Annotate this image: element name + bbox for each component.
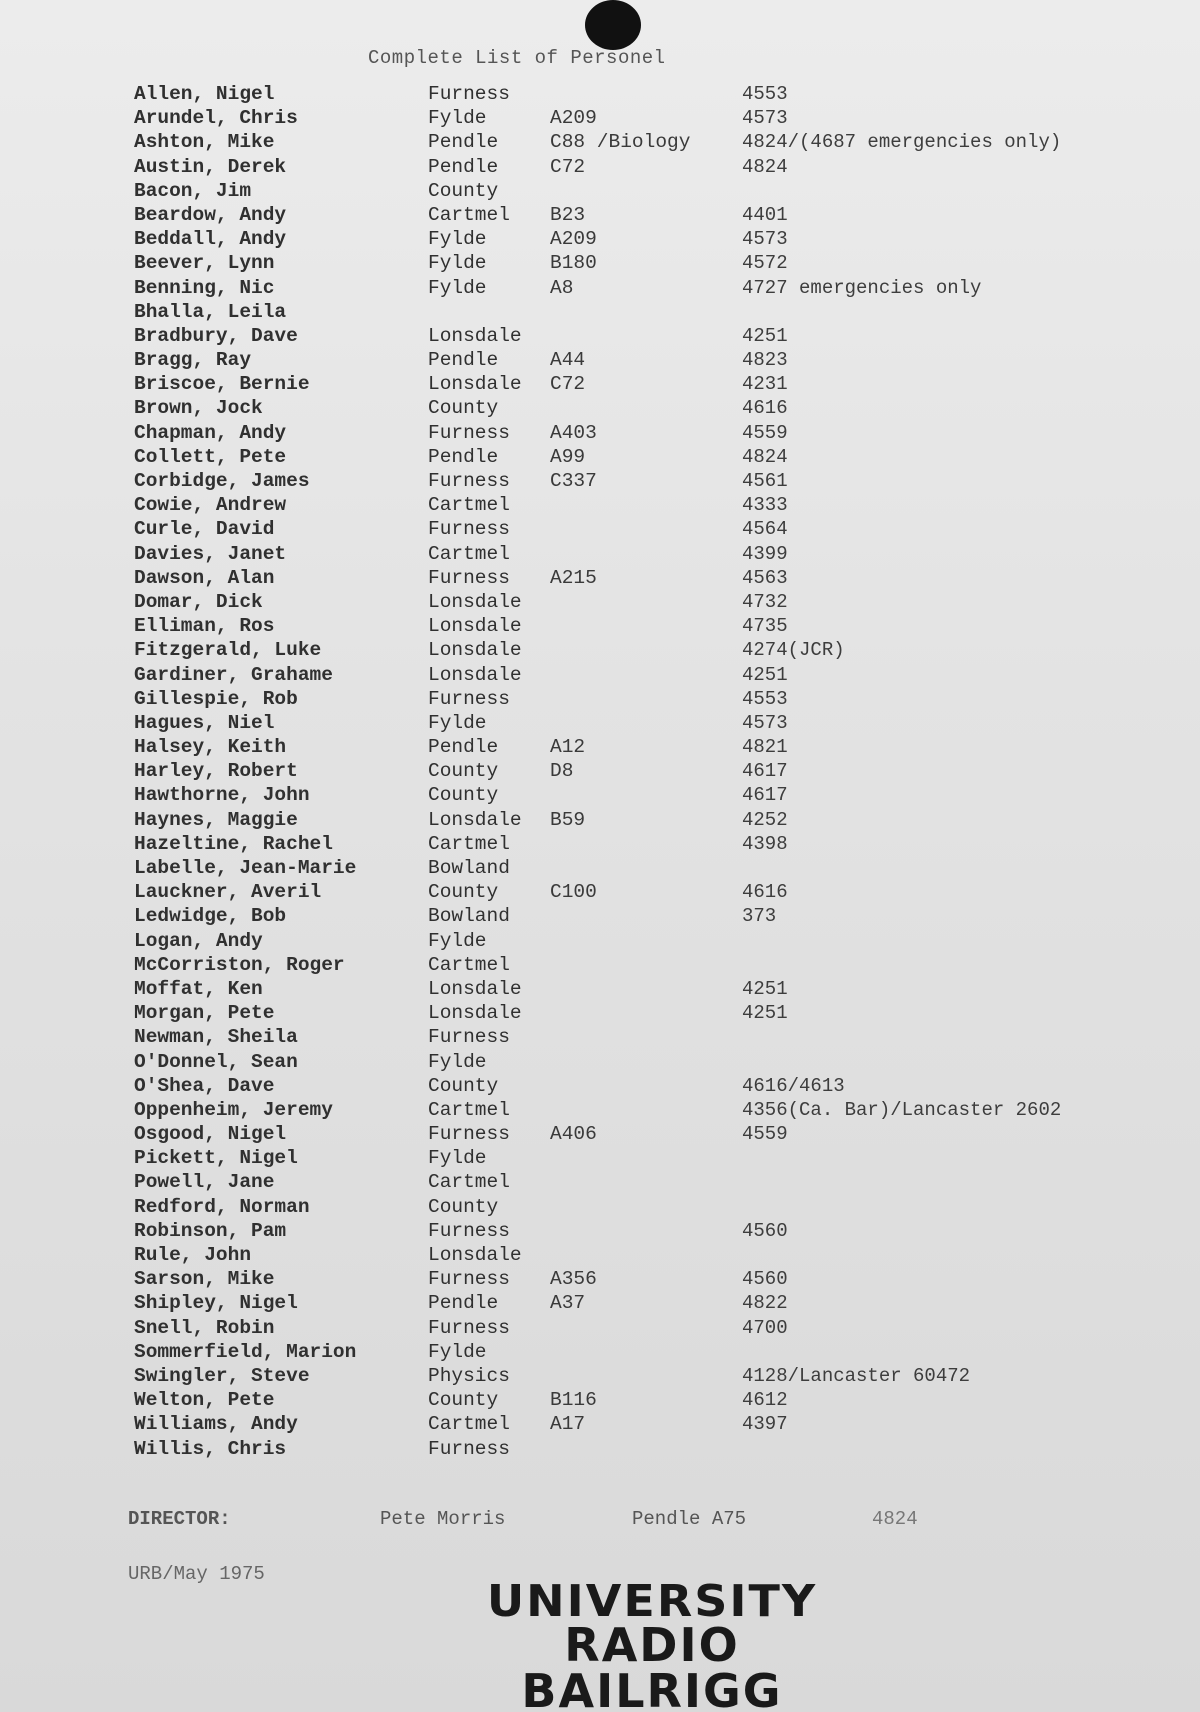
person-college: County	[428, 179, 499, 202]
person-college: Furness	[428, 1123, 510, 1146]
director-name: Pete Morris	[380, 1508, 506, 1530]
person-name: Bragg, Ray	[134, 349, 252, 372]
list-item	[0, 880, 1200, 904]
person-college: Fylde	[428, 107, 487, 130]
person-name: Shipley, Nigel	[134, 1292, 298, 1315]
person-college: Cartmel	[428, 1098, 510, 1121]
person-name: Chapman, Andy	[134, 421, 287, 444]
punch-hole	[585, 0, 641, 50]
person-extension: 4128/Lancaster 60472	[742, 1364, 971, 1387]
person-extension: 4333	[742, 494, 788, 517]
person-extension: 4560	[742, 1268, 788, 1291]
person-name: O'Shea, Dave	[134, 1074, 275, 1097]
list-item	[0, 590, 1200, 614]
person-extension: 4617	[742, 784, 788, 807]
list-item	[0, 614, 1200, 638]
person-college: Lonsdale	[428, 808, 522, 831]
logo-line-1: UNIVERSITY	[486, 1575, 818, 1627]
person-room: C72	[550, 373, 586, 396]
person-extension: 4251	[742, 977, 788, 1000]
person-college: Cartmel	[428, 494, 510, 517]
list-item	[0, 1001, 1200, 1025]
list-item	[0, 1291, 1200, 1315]
list-item	[0, 783, 1200, 807]
person-extension: 4821	[742, 736, 788, 759]
logo-line-2: RADIO BAILRIGG	[521, 1618, 783, 1712]
person-extension: 4824/(4687 emergencies only)	[742, 131, 1062, 154]
person-name: Beddall, Andy	[134, 228, 287, 251]
list-item	[0, 687, 1200, 711]
person-name: Sarson, Mike	[134, 1268, 275, 1291]
list-item	[0, 396, 1200, 420]
person-extension: 4251	[742, 663, 788, 686]
person-college: Fylde	[428, 1340, 487, 1363]
person-room: C88 /Biology	[550, 131, 691, 154]
list-item	[0, 977, 1200, 1001]
person-college: Pendle	[428, 349, 499, 372]
person-college: Fylde	[428, 929, 487, 952]
person-college: Lonsdale	[428, 977, 522, 1000]
person-name: Oppenheim, Jeremy	[134, 1098, 333, 1121]
list-item	[0, 1364, 1200, 1388]
person-extension: 4616	[742, 881, 788, 904]
person-name: Powell, Jane	[134, 1171, 275, 1194]
person-room: A209	[550, 107, 597, 130]
person-college: Lonsdale	[428, 639, 522, 662]
person-college: Pendle	[428, 445, 499, 468]
person-name: Willis, Chris	[134, 1437, 287, 1460]
person-college: Cartmel	[428, 203, 510, 226]
person-extension: 4573	[742, 228, 788, 251]
person-name: Gardiner, Grahame	[134, 663, 333, 686]
person-extension: 4398	[742, 832, 788, 855]
person-college: Furness	[428, 518, 510, 541]
person-name: Redford, Norman	[134, 1195, 310, 1218]
person-name: Domar, Dick	[134, 590, 263, 613]
person-room: C337	[550, 470, 597, 492]
person-college: Fylde	[428, 1147, 487, 1170]
person-name: Cowie, Andrew	[134, 494, 287, 517]
person-name: Curle, David	[134, 518, 275, 541]
person-college: County	[428, 760, 499, 783]
person-extension: 4822	[742, 1292, 788, 1315]
person-room: A403	[550, 421, 597, 444]
person-college: Lonsdale	[428, 615, 522, 638]
list-item	[0, 1388, 1200, 1412]
person-room: D8	[550, 760, 574, 783]
person-college: Furness	[428, 421, 510, 444]
person-extension: 4251	[742, 324, 788, 347]
list-item	[0, 1316, 1200, 1340]
person-extension: 4399	[742, 542, 788, 565]
person-room: B23	[550, 203, 586, 226]
person-extension: 4572	[742, 252, 788, 275]
person-college: Pendle	[428, 736, 499, 759]
person-extension: 4700	[742, 1316, 788, 1339]
list-item	[0, 1219, 1200, 1243]
person-name: Bradbury, Dave	[134, 324, 298, 347]
person-name: Arundel, Chris	[134, 107, 298, 130]
list-item	[0, 1340, 1200, 1364]
person-name: Davies, Janet	[134, 542, 287, 565]
person-extension: 4824	[742, 445, 788, 468]
person-college: County	[428, 1389, 499, 1412]
person-college: Bowland	[428, 905, 510, 928]
person-extension: 4559	[742, 1123, 788, 1146]
list-item	[0, 953, 1200, 977]
person-name: Newman, Sheila	[134, 1026, 298, 1049]
list-item	[0, 1050, 1200, 1074]
person-name: Moffat, Ken	[134, 977, 263, 1000]
person-name: Osgood, Nigel	[134, 1123, 287, 1146]
person-name: Sommerfield, Marion	[134, 1340, 357, 1363]
list-item	[0, 348, 1200, 372]
list-item	[0, 1195, 1200, 1219]
person-college: Pendle	[428, 1292, 499, 1315]
person-name: Robinson, Pam	[134, 1219, 287, 1242]
person-college: Lonsdale	[428, 1002, 522, 1025]
person-college: County	[428, 1195, 499, 1218]
person-college: County	[428, 1074, 499, 1097]
list-item	[0, 421, 1200, 445]
person-name: Hazeltine, Rachel	[134, 832, 333, 855]
person-name: Snell, Robin	[134, 1316, 275, 1339]
person-college: County	[428, 397, 499, 420]
person-name: Elliman, Ros	[134, 615, 275, 638]
list-item	[0, 1025, 1200, 1049]
person-room: B59	[550, 808, 586, 831]
person-extension: 4251	[742, 1002, 788, 1025]
list-item	[0, 130, 1200, 154]
person-college: County	[428, 784, 499, 807]
document-title: Complete List of Personel	[368, 47, 666, 69]
person-college: Fylde	[428, 1050, 487, 1073]
director-line	[0, 1508, 1200, 1536]
person-name: Haynes, Maggie	[134, 808, 298, 831]
person-name: Gillespie, Rob	[134, 687, 298, 710]
person-college: Furness	[428, 470, 510, 492]
person-name: Pickett, Nigel	[134, 1147, 298, 1170]
person-name: Corbidge, James	[134, 470, 310, 492]
person-extension: 4823	[742, 349, 788, 372]
person-extension: 4617	[742, 760, 788, 783]
director-label: DIRECTOR:	[128, 1508, 231, 1530]
person-room: A12	[550, 736, 586, 759]
list-item	[0, 1267, 1200, 1291]
person-name: Fitzgerald, Luke	[134, 639, 322, 662]
person-room: A406	[550, 1123, 597, 1146]
person-name: Harley, Robert	[134, 760, 298, 783]
person-name: O'Donnel, Sean	[134, 1050, 298, 1073]
person-college: Pendle	[428, 155, 499, 178]
person-college: Lonsdale	[428, 590, 522, 613]
person-college: Fylde	[428, 711, 487, 734]
person-college: Furness	[428, 1268, 510, 1291]
person-extension: 4231	[742, 373, 788, 396]
director-extension: 4824	[872, 1508, 918, 1530]
person-room: A17	[550, 1413, 586, 1436]
list-item	[0, 663, 1200, 687]
list-item	[0, 1146, 1200, 1170]
list-item	[0, 227, 1200, 251]
person-college: Furness	[428, 1219, 510, 1242]
list-item	[0, 1122, 1200, 1146]
person-name: Lauckner, Averil	[134, 881, 322, 904]
list-item	[0, 445, 1200, 469]
list-item	[0, 300, 1200, 324]
person-extension: 4573	[742, 711, 788, 734]
person-college: Cartmel	[428, 542, 510, 565]
document-reference: URB/May 1975	[128, 1563, 265, 1585]
list-item	[0, 711, 1200, 735]
person-extension: 4553	[742, 83, 788, 105]
person-name: Beardow, Andy	[134, 203, 287, 226]
person-extension: 4401	[742, 203, 788, 226]
person-college: Lonsdale	[428, 1244, 522, 1266]
person-name: Bacon, Jim	[134, 179, 252, 202]
list-item	[0, 1074, 1200, 1098]
list-item	[0, 493, 1200, 517]
person-name: Bhalla, Leila	[134, 300, 287, 323]
person-name: Williams, Andy	[134, 1413, 298, 1436]
person-room: B116	[550, 1389, 597, 1412]
person-college: Furness	[428, 1316, 510, 1339]
list-item	[0, 735, 1200, 759]
person-extension: 4732	[742, 590, 788, 613]
person-room: A356	[550, 1268, 597, 1291]
person-college: Cartmel	[428, 1413, 510, 1436]
list-item	[0, 82, 1200, 106]
person-extension: 4573	[742, 107, 788, 130]
list-item	[0, 929, 1200, 953]
list-item	[0, 1437, 1200, 1461]
person-college: Cartmel	[428, 832, 510, 855]
list-item	[0, 372, 1200, 396]
person-name: Dawson, Alan	[134, 566, 275, 589]
person-college: Furness	[428, 566, 510, 589]
person-name: Allen, Nigel	[134, 83, 275, 105]
list-item	[0, 1170, 1200, 1194]
person-name: Morgan, Pete	[134, 1002, 275, 1025]
list-item	[0, 179, 1200, 203]
person-name: Swingler, Steve	[134, 1364, 310, 1387]
person-name: Beever, Lynn	[134, 252, 275, 275]
person-college: Bowland	[428, 857, 510, 879]
person-extension: 4553	[742, 687, 788, 710]
person-room: A8	[550, 276, 574, 299]
person-extension: 4563	[742, 566, 788, 589]
person-room: B180	[550, 252, 597, 275]
person-college: Cartmel	[428, 1171, 510, 1194]
station-logo	[452, 1575, 852, 1712]
person-extension: 4735	[742, 615, 788, 638]
person-room: C72	[550, 155, 586, 178]
list-item	[0, 1098, 1200, 1122]
list-item	[0, 832, 1200, 856]
person-name: Ashton, Mike	[134, 131, 275, 154]
person-name: Hagues, Niel	[134, 711, 275, 734]
person-extension: 4616/4613	[742, 1074, 845, 1097]
list-item	[0, 904, 1200, 928]
person-college: Fylde	[428, 276, 487, 299]
person-college: Furness	[428, 1437, 510, 1460]
list-item	[0, 1243, 1200, 1267]
list-item	[0, 106, 1200, 130]
person-room: A37	[550, 1292, 586, 1315]
list-item	[0, 1412, 1200, 1436]
person-extension: 4397	[742, 1413, 788, 1436]
person-college: Fylde	[428, 252, 487, 275]
person-extension: 4274(JCR)	[742, 639, 845, 662]
person-room: A215	[550, 566, 597, 589]
person-name: Collett, Pete	[134, 445, 287, 468]
person-college: Furness	[428, 1026, 510, 1049]
person-college: Furness	[428, 687, 510, 710]
list-item	[0, 324, 1200, 348]
person-name: Brown, Jock	[134, 397, 263, 420]
person-extension: 4616	[742, 397, 788, 420]
person-extension: 4560	[742, 1219, 788, 1242]
person-college: Furness	[428, 83, 510, 105]
person-name: Austin, Derek	[134, 155, 287, 178]
list-item	[0, 469, 1200, 493]
person-college: Pendle	[428, 131, 499, 154]
person-name: Welton, Pete	[134, 1389, 275, 1412]
person-name: Rule, John	[134, 1244, 252, 1266]
person-extension: 4559	[742, 421, 788, 444]
person-room: C100	[550, 881, 597, 904]
person-college: Physics	[428, 1364, 510, 1387]
list-item	[0, 517, 1200, 541]
person-name: Benning, Nic	[134, 276, 275, 299]
person-college: Lonsdale	[428, 324, 522, 347]
person-college: Cartmel	[428, 953, 510, 976]
person-extension: 373	[742, 905, 777, 928]
list-item	[0, 251, 1200, 275]
person-extension: 4252	[742, 808, 788, 831]
list-item	[0, 542, 1200, 566]
list-item	[0, 759, 1200, 783]
person-name: McCorriston, Roger	[134, 953, 345, 976]
list-item	[0, 808, 1200, 832]
person-extension: 4824	[742, 155, 788, 178]
person-name: Halsey, Keith	[134, 736, 287, 759]
person-extension: 4561	[742, 470, 788, 492]
person-name: Ledwidge, Bob	[134, 905, 287, 928]
director-location: Pendle A75	[632, 1508, 747, 1530]
person-college: Fylde	[428, 228, 487, 251]
person-college: Lonsdale	[428, 663, 522, 686]
person-extension: 4612	[742, 1389, 788, 1412]
person-extension: 4727 emergencies only	[742, 276, 982, 299]
person-name: Briscoe, Bernie	[134, 373, 310, 396]
list-item	[0, 155, 1200, 179]
person-extension: 4356(Ca. Bar)/Lancaster 2602	[742, 1098, 1062, 1121]
list-item	[0, 276, 1200, 300]
person-room: A44	[550, 349, 586, 372]
person-college: County	[428, 881, 499, 904]
list-item	[0, 638, 1200, 662]
person-extension: 4564	[742, 518, 788, 541]
list-item	[0, 203, 1200, 227]
person-room: A209	[550, 228, 597, 251]
list-item	[0, 566, 1200, 590]
person-name: Logan, Andy	[134, 929, 263, 952]
person-room: A99	[550, 445, 586, 468]
personnel-list	[0, 82, 1200, 1461]
person-name: Labelle, Jean-Marie	[134, 857, 357, 879]
list-item	[0, 856, 1200, 880]
person-college: Lonsdale	[428, 373, 522, 396]
person-name: Hawthorne, John	[134, 784, 310, 807]
